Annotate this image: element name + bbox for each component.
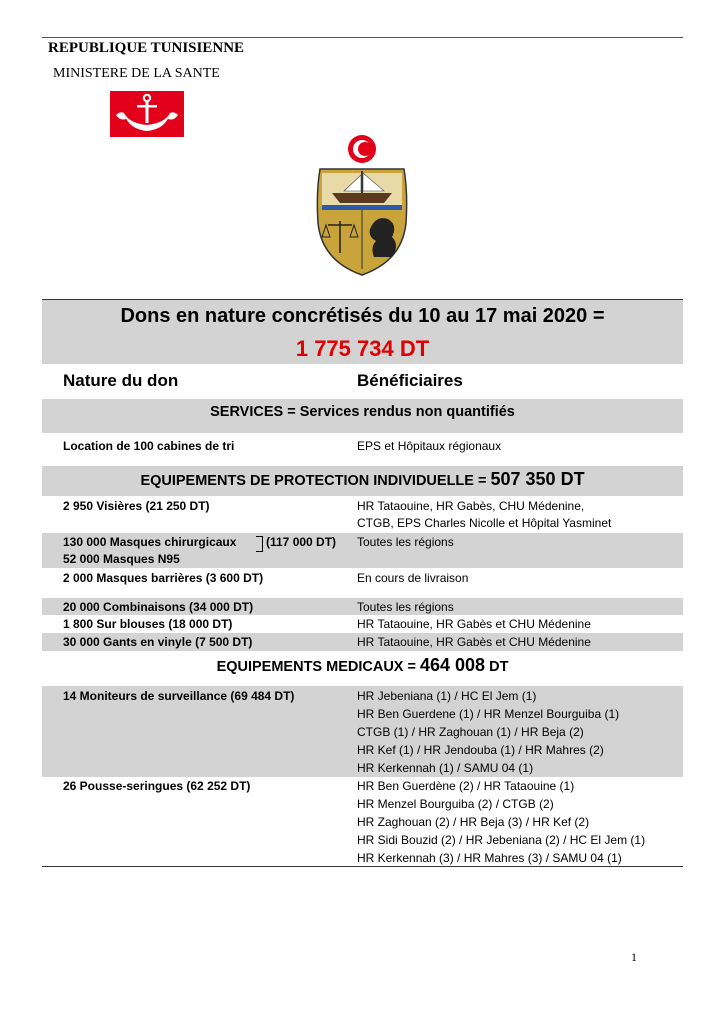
item-masques-amount: (117 000 DT)	[266, 535, 337, 549]
beneficiary-moniteurs-2: HR Ben Guerdene (1) / HR Menzel Bourguiba (1)	[357, 707, 620, 721]
item-blouses: 1 800 Sur blouses (18 000 DT)	[63, 617, 233, 631]
beneficiary-moniteurs-4: HR Kef (1) / HR Jendouba (1) / HR Mahres (2)	[357, 743, 604, 757]
beneficiary-blouses: HR Tataouine, HR Gabès et CHU Médenine	[357, 617, 591, 631]
epi-heading-amount: 507 350 DT	[490, 469, 585, 489]
beneficiary-pousse-1: HR Ben Guerdène (2) / HR Tataouine (1)	[357, 779, 575, 793]
beneficiary-gants: HR Tataouine, HR Gabès et CHU Médenine	[357, 635, 591, 649]
services-item: Location de 100 cabines de tri	[63, 439, 235, 453]
epi-heading	[42, 469, 683, 490]
beneficiary-combinaisons: Toutes les régions	[357, 600, 454, 614]
beneficiary-masques-barrieres: En cours de livraison	[357, 571, 469, 585]
item-pousse-seringues: 26 Pousse-seringues (62 252 DT)	[63, 779, 251, 793]
item-gants: 30 000 Gants en vinyle (7 500 DT)	[63, 635, 253, 649]
title-total: 1 775 734 DT	[295, 336, 430, 361]
medical-heading-amount: 464 008	[420, 655, 486, 675]
beneficiary-moniteurs-5: HR Kerkennah (1) / SAMU 04 (1)	[357, 761, 534, 775]
table-bottom-rule	[42, 866, 683, 867]
beneficiary-pousse-2: HR Menzel Bourguiba (2) / CTGB (2)	[357, 797, 554, 811]
beneficiary-pousse-3: HR Zaghouan (2) / HR Beja (3) / HR Kef (2)	[357, 815, 590, 829]
ministry-logo	[110, 91, 184, 137]
page-number: 1	[631, 950, 637, 964]
epi-heading-text: EQUIPEMENTS DE PROTECTION INDIVIDUELLE =	[140, 473, 491, 489]
item-visieres: 2 950 Visières (21 250 DT)	[63, 499, 210, 513]
medical-heading-unit: DT	[485, 659, 509, 675]
beneficiary-visieres-2: CTGB, EPS Charles Nicolle et Hôpital Yasminet	[357, 516, 612, 530]
item-masques-chirurgicaux: 130 000 Masques chirurgicaux	[63, 535, 237, 549]
beneficiary-moniteurs-3: CTGB (1) / HR Zaghouan (1) / HR Beja (2)	[357, 725, 584, 739]
services-beneficiary: EPS et Hôpitaux régionaux	[357, 439, 502, 453]
republic-label: REPUBLIQUE TUNISIENNE	[48, 40, 245, 56]
column-header-beneficiaires: Bénéficiaires	[357, 371, 463, 390]
item-masques-n95: 52 000 Masques N95	[63, 552, 180, 566]
medical-heading	[42, 655, 683, 676]
item-masques-barrieres: 2 000 Masques barrières (3 600 DT)	[63, 571, 264, 585]
beneficiary-visieres-1: HR Tataouine, HR Gabès, CHU Médenine,	[357, 499, 585, 513]
page-title: Dons en nature concrétisés du 10 au 17 mai 2020 =	[120, 305, 605, 327]
item-moniteurs: 14 Moniteurs de surveillance (69 484 DT)	[63, 689, 295, 703]
services-heading: SERVICES = Services rendus non quantifiés	[210, 404, 515, 420]
beneficiary-masques: Toutes les régions	[357, 535, 454, 549]
bracket-mark	[256, 536, 263, 552]
top-rule	[42, 37, 683, 38]
column-header-nature: Nature du don	[63, 371, 179, 390]
item-combinaisons: 20 000 Combinaisons (34 000 DT)	[63, 600, 254, 614]
medical-heading-text: EQUIPEMENTS MEDICAUX =	[216, 659, 420, 675]
coat-of-arms-icon	[310, 133, 414, 278]
beneficiary-pousse-4: HR Sidi Bouzid (2) / HR Jebeniana (2) / HC El Jem (1)	[357, 833, 646, 847]
ministry-label: MINISTERE DE LA SANTE	[53, 66, 220, 81]
beneficiary-moniteurs-1: HR Jebeniana (1) / HC El Jem (1)	[357, 689, 537, 703]
beneficiary-pousse-5: HR Kerkennah (3) / HR Mahres (3) / SAMU 04 (1)	[357, 851, 622, 865]
